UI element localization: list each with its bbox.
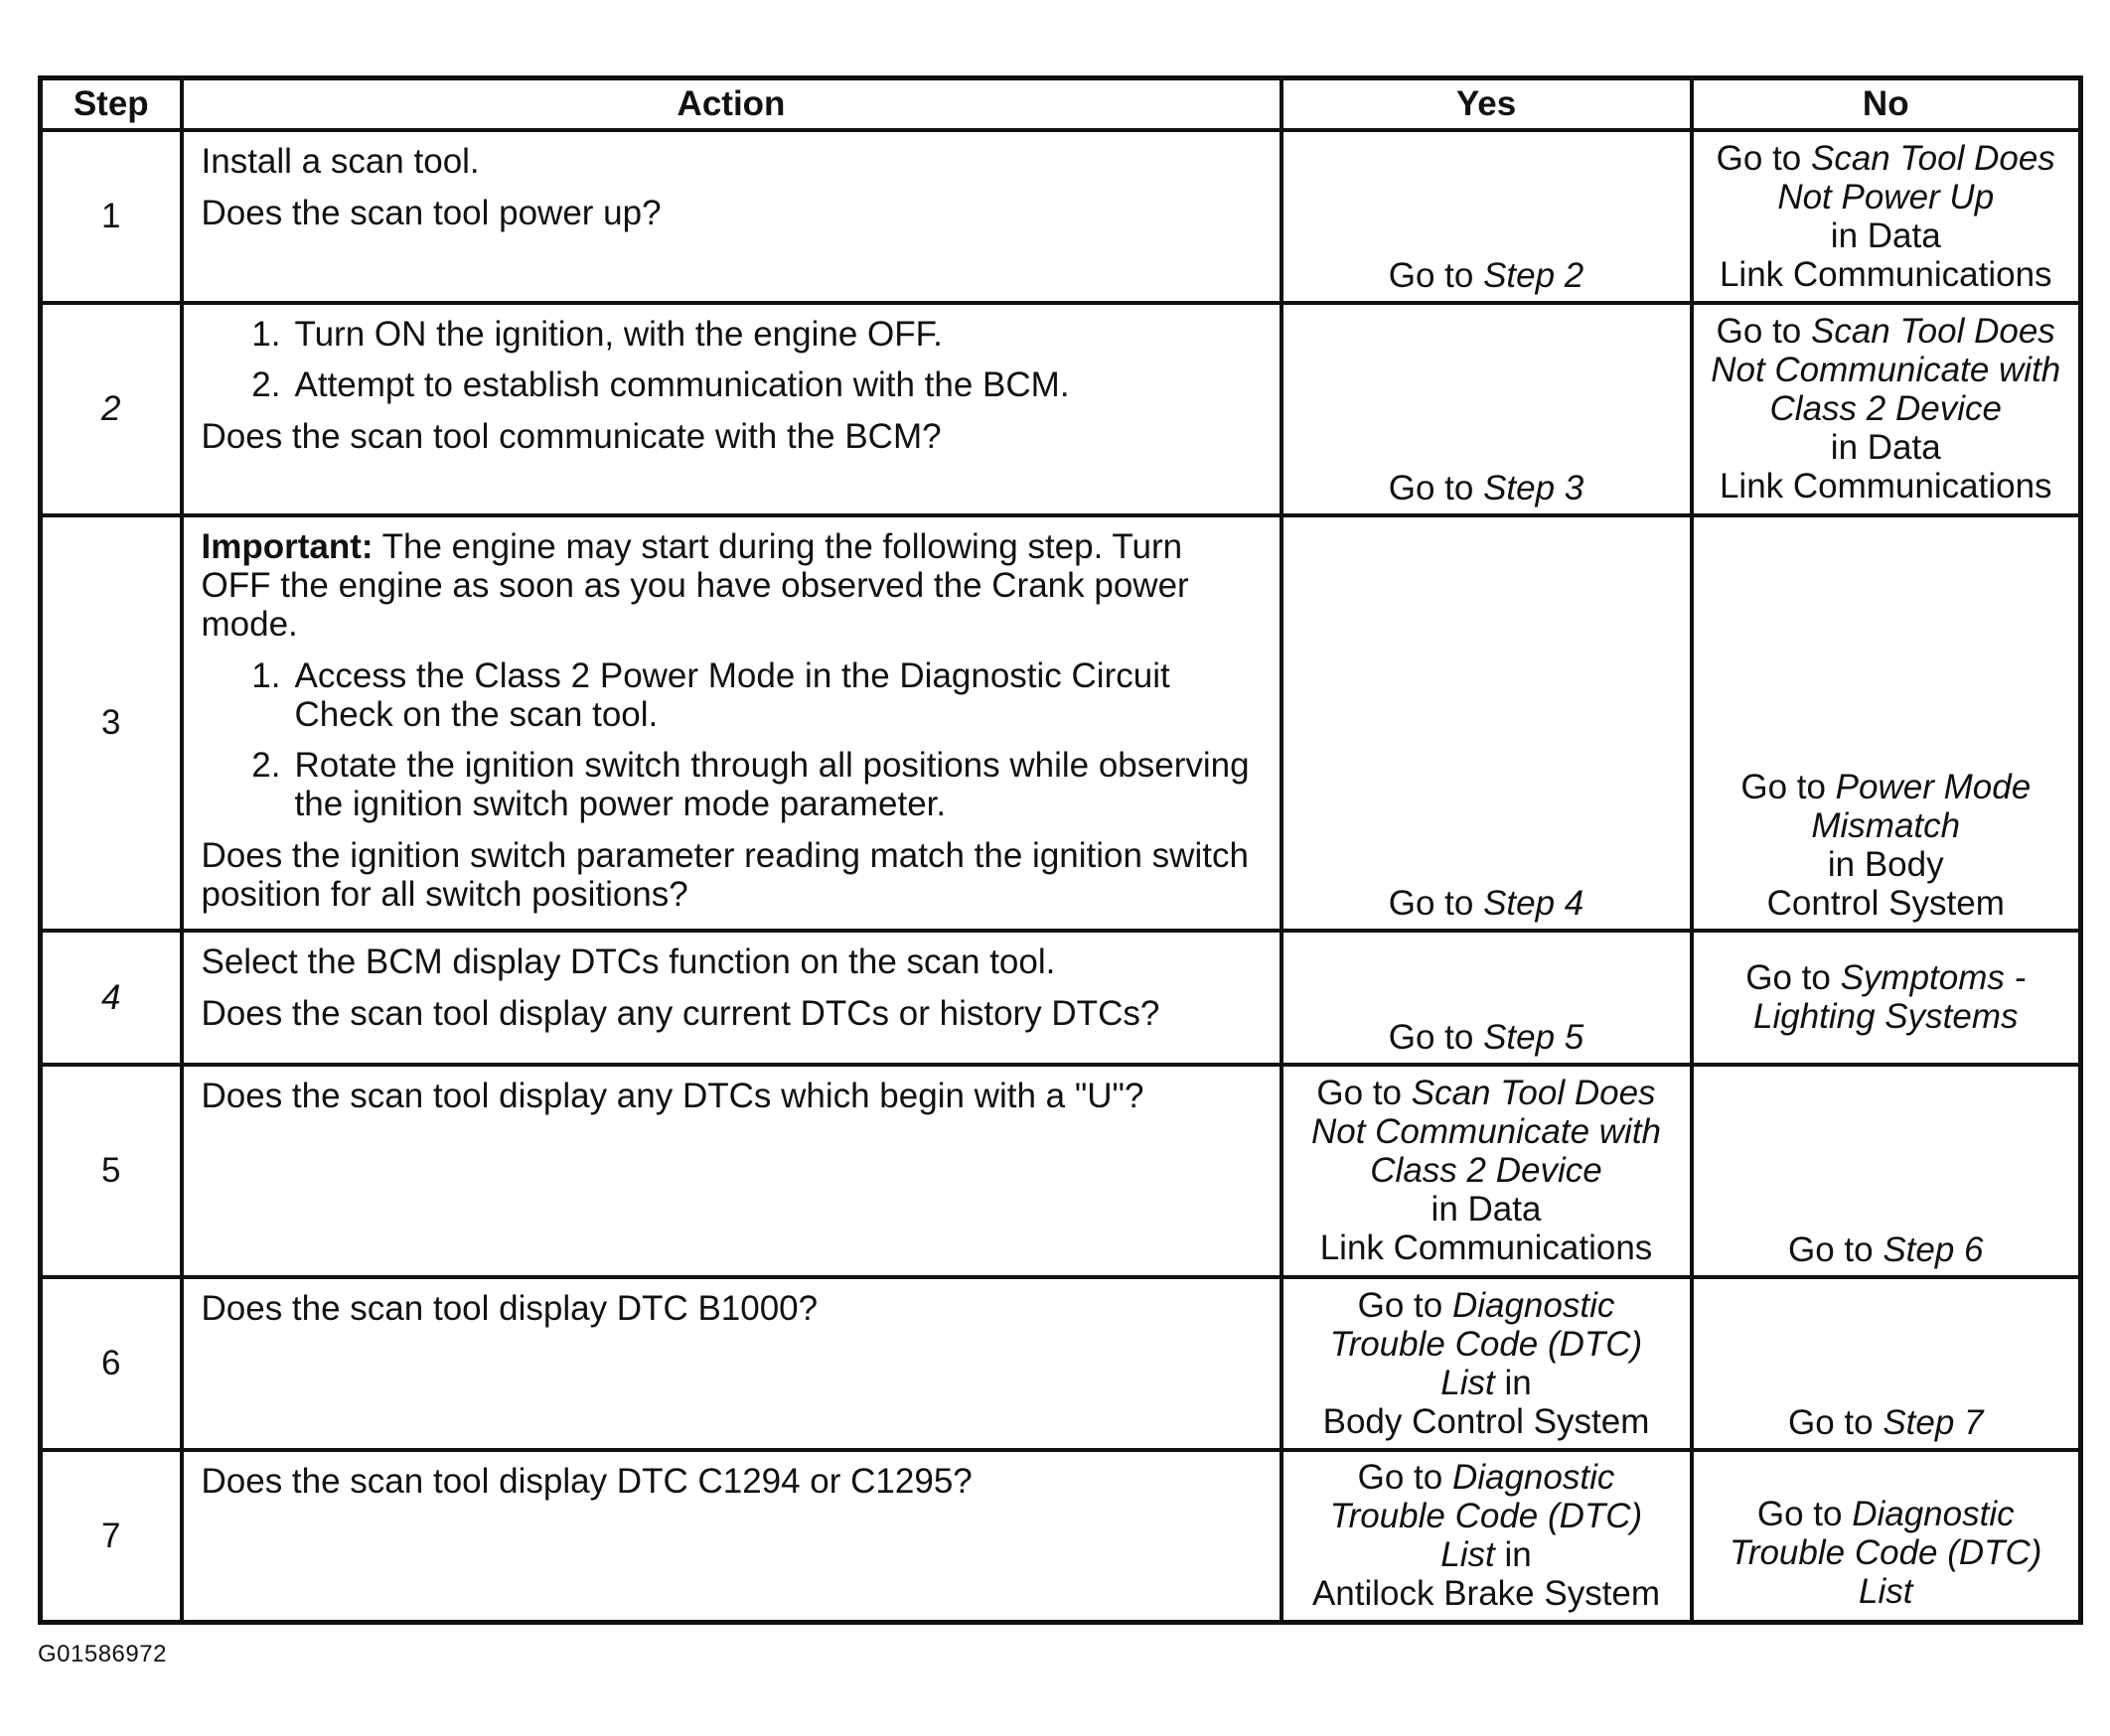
no-link[interactable]: Scan Tool Does bbox=[1811, 138, 2055, 178]
action-question: Does the scan tool display any DTCs which begin with a "U"? bbox=[201, 1076, 1144, 1115]
no-cell bbox=[1692, 130, 2081, 303]
no-link[interactable]: Not Power Up bbox=[1777, 177, 1995, 217]
table-row bbox=[41, 1450, 2081, 1623]
yes-suffix: in Data bbox=[1431, 1190, 1542, 1229]
no-cell bbox=[1692, 515, 2081, 931]
yes-suffix: in bbox=[1494, 1535, 1532, 1575]
step-number: 6 bbox=[101, 1344, 121, 1382]
yes-link[interactable]: Step 4 bbox=[1483, 883, 1584, 923]
yes-link[interactable]: Trouble Code (DTC) bbox=[1329, 1324, 1643, 1364]
yes-prefix: Go to bbox=[1388, 1017, 1484, 1057]
list-item bbox=[202, 315, 1262, 354]
no-cell bbox=[1692, 1065, 2081, 1277]
no-link[interactable]: List bbox=[1859, 1571, 1913, 1611]
action-question: Does the ignition switch parameter reading match the ignition switch position for all switch positions? bbox=[201, 835, 1249, 914]
no-suffix: Link Communications bbox=[1719, 254, 2052, 294]
list-item bbox=[202, 365, 1262, 404]
list-text: Attempt to establish communication with the BCM. bbox=[294, 364, 1070, 404]
no-prefix: Go to bbox=[1716, 312, 1811, 351]
step-cell bbox=[41, 1277, 182, 1450]
table-row bbox=[41, 515, 2081, 931]
yes-prefix: Go to bbox=[1357, 1285, 1452, 1325]
yes-link[interactable]: Scan Tool Does bbox=[1411, 1074, 1656, 1112]
list-text: Access the Class 2 Power Mode in the Diagnostic Circuit Check on the scan tool. bbox=[294, 655, 1170, 734]
yes-link[interactable]: Diagnostic bbox=[1451, 1285, 1615, 1325]
yes-prefix: Go to bbox=[1357, 1458, 1452, 1498]
action-cell bbox=[182, 515, 1281, 931]
yes-suffix: Link Communications bbox=[1319, 1229, 1653, 1267]
no-suffix: in Data bbox=[1830, 216, 1941, 255]
action-list bbox=[202, 315, 1262, 404]
action-cell bbox=[182, 931, 1281, 1065]
action-text: Install a scan tool. bbox=[201, 141, 480, 181]
yes-link[interactable]: List bbox=[1440, 1535, 1495, 1575]
list-item bbox=[202, 656, 1262, 734]
no-link[interactable]: Trouble Code (DTC) bbox=[1730, 1532, 2042, 1572]
yes-cell bbox=[1281, 1065, 1692, 1277]
header-step: Step bbox=[41, 78, 182, 130]
table-row bbox=[41, 931, 2081, 1065]
important-text: The engine may start during the following step. Turn OFF the engine as soon as you have observed the Crank power mode. bbox=[201, 526, 1189, 644]
no-cell bbox=[1692, 1450, 2081, 1623]
yes-prefix: Go to bbox=[1316, 1074, 1412, 1112]
header-no: No bbox=[1692, 78, 2081, 130]
header-yes: Yes bbox=[1281, 78, 1692, 130]
step-cell bbox=[41, 1450, 182, 1623]
no-link[interactable]: Lighting Systems bbox=[1752, 997, 2019, 1036]
step-number: 3 bbox=[101, 703, 121, 742]
no-prefix: Go to bbox=[1787, 1230, 1884, 1269]
header-row bbox=[41, 78, 2081, 130]
list-number: 1. bbox=[251, 655, 281, 695]
step-cell bbox=[41, 130, 182, 303]
yes-cell bbox=[1281, 303, 1692, 515]
step-cell bbox=[41, 515, 182, 931]
action-question: Does the scan tool power up? bbox=[201, 193, 662, 232]
no-cell bbox=[1692, 1277, 2081, 1450]
yes-link[interactable]: Diagnostic bbox=[1451, 1458, 1615, 1498]
no-cell bbox=[1692, 931, 2081, 1065]
table-row bbox=[41, 1277, 2081, 1450]
yes-prefix: Go to bbox=[1388, 883, 1484, 923]
no-prefix: Go to bbox=[1740, 767, 1836, 806]
no-link[interactable]: Step 6 bbox=[1883, 1230, 1984, 1269]
no-link[interactable]: Class 2 Device bbox=[1769, 389, 2002, 428]
action-cell bbox=[182, 130, 1281, 303]
figure-id: G01586972 bbox=[38, 1641, 167, 1667]
yes-cell bbox=[1281, 931, 1692, 1065]
no-prefix: Go to bbox=[1756, 1494, 1853, 1533]
yes-link[interactable]: Step 3 bbox=[1483, 468, 1584, 507]
no-link[interactable]: Power Mode bbox=[1835, 767, 2032, 806]
no-link[interactable]: Symptoms - bbox=[1840, 958, 2027, 997]
yes-prefix: Go to bbox=[1388, 255, 1484, 295]
yes-suffix: Body Control System bbox=[1322, 1401, 1650, 1441]
yes-cell bbox=[1281, 1277, 1692, 1450]
no-link[interactable]: Mismatch bbox=[1811, 805, 1961, 845]
no-suffix: in Data bbox=[1830, 428, 1941, 467]
yes-link[interactable]: List bbox=[1440, 1363, 1495, 1402]
step-cell bbox=[41, 1065, 182, 1277]
no-prefix: Go to bbox=[1716, 138, 1811, 178]
yes-cell bbox=[1281, 1450, 1692, 1623]
step-number: 4 bbox=[101, 977, 121, 1017]
action-cell bbox=[182, 303, 1281, 515]
no-cell bbox=[1692, 303, 2081, 515]
action-cell bbox=[182, 1065, 1281, 1277]
list-number: 1. bbox=[251, 314, 281, 354]
action-cell bbox=[182, 1450, 1281, 1623]
step-number: 2 bbox=[101, 389, 121, 428]
step-cell bbox=[41, 303, 182, 515]
yes-cell bbox=[1281, 515, 1692, 931]
list-text: Turn ON the ignition, with the engine OFF. bbox=[294, 314, 943, 354]
important-note bbox=[202, 527, 1262, 644]
yes-suffix: Antilock Brake System bbox=[1311, 1574, 1661, 1614]
no-suffix: in Body bbox=[1827, 844, 1944, 884]
action-question: Does the scan tool display any current DTCs or history DTCs? bbox=[201, 993, 1160, 1033]
step-number: 5 bbox=[101, 1151, 121, 1190]
no-suffix: Control System bbox=[1766, 883, 2005, 923]
yes-link[interactable]: Step 5 bbox=[1483, 1017, 1584, 1057]
no-prefix: Go to bbox=[1745, 958, 1841, 997]
no-link[interactable]: Step 7 bbox=[1883, 1402, 1984, 1442]
action-cell bbox=[182, 1277, 1281, 1450]
table-row bbox=[41, 303, 2081, 515]
yes-link[interactable]: Class 2 Device bbox=[1370, 1151, 1602, 1190]
action-question: Does the scan tool display DTC B1000? bbox=[201, 1288, 819, 1328]
list-number: 2. bbox=[251, 364, 281, 404]
action-question: Does the scan tool display DTC C1294 or C1295? bbox=[201, 1461, 973, 1501]
action-text: Select the BCM display DTCs function on the scan tool. bbox=[201, 941, 1056, 981]
table-row bbox=[41, 130, 2081, 303]
no-link[interactable]: Diagnostic bbox=[1852, 1494, 2015, 1533]
yes-suffix: in bbox=[1494, 1363, 1532, 1402]
important-label: Important: bbox=[201, 526, 374, 566]
no-suffix: Link Communications bbox=[1719, 467, 2052, 506]
no-prefix: Go to bbox=[1787, 1402, 1884, 1442]
list-number: 2. bbox=[251, 745, 281, 785]
action-question: Does the scan tool communicate with the BCM? bbox=[201, 416, 942, 456]
step-number: 1 bbox=[101, 197, 121, 235]
header-action: Action bbox=[182, 78, 1281, 130]
table-row bbox=[41, 1065, 2081, 1277]
yes-link[interactable]: Not Communicate with bbox=[1310, 1112, 1662, 1151]
no-link[interactable]: Not Communicate with bbox=[1711, 351, 2061, 389]
action-list bbox=[202, 656, 1262, 823]
list-item bbox=[202, 746, 1262, 823]
yes-cell bbox=[1281, 130, 1692, 303]
list-text: Rotate the ignition switch through all positions while observing the ignition switch power mode parameter. bbox=[294, 745, 1250, 823]
no-link[interactable]: Scan Tool Does bbox=[1811, 312, 2055, 351]
step-number: 7 bbox=[101, 1516, 121, 1555]
yes-prefix: Go to bbox=[1388, 468, 1484, 507]
yes-link[interactable]: Trouble Code (DTC) bbox=[1329, 1497, 1643, 1536]
diagnostic-table bbox=[38, 75, 2083, 1625]
yes-link[interactable]: Step 2 bbox=[1483, 255, 1584, 295]
step-cell bbox=[41, 931, 182, 1065]
